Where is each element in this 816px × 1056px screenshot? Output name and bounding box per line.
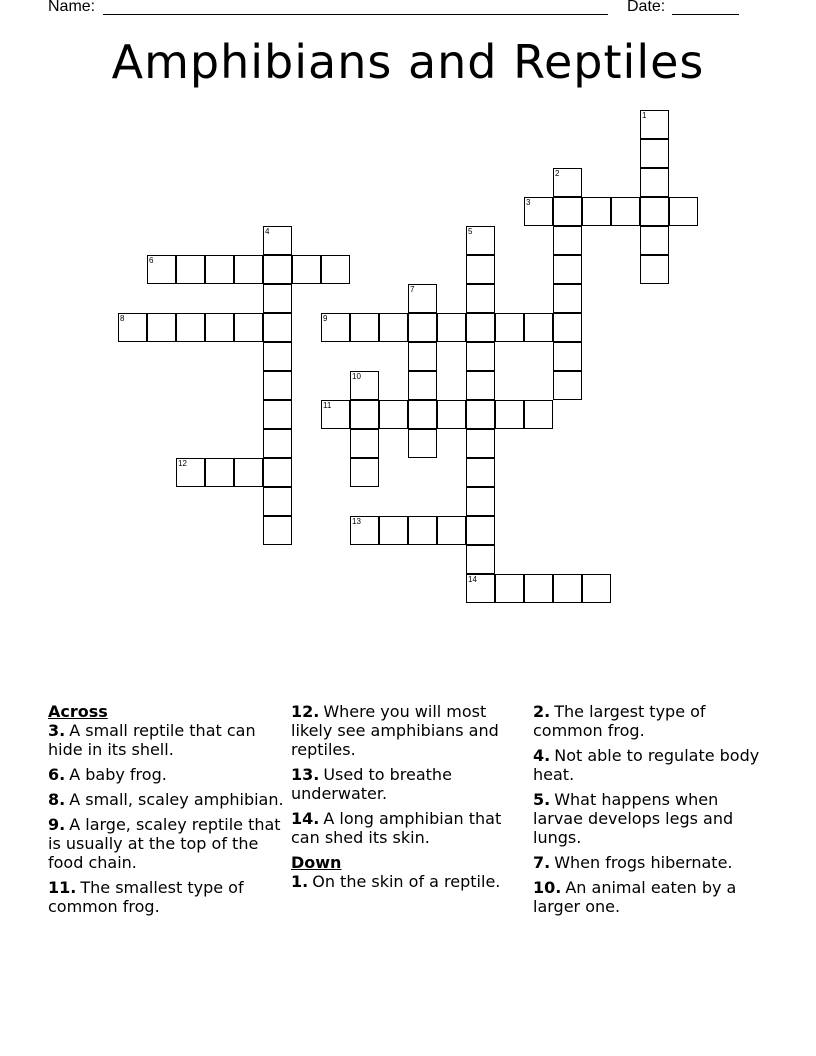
cell-clue-number: 12 bbox=[178, 459, 187, 468]
clue-number: 4. bbox=[533, 746, 551, 765]
clue-text: A large, scaley reptile that is usually at the top of the food chain. bbox=[48, 815, 281, 872]
clue-text: The largest type of common frog. bbox=[533, 702, 706, 740]
clue-across-13 bbox=[291, 765, 527, 803]
crossword-cell[interactable] bbox=[553, 574, 582, 603]
crossword-cell[interactable] bbox=[466, 487, 495, 516]
crossword-cell[interactable] bbox=[292, 255, 321, 284]
clue-column-1 bbox=[48, 702, 284, 922]
clue-down-5 bbox=[533, 790, 773, 847]
crossword-cell[interactable] bbox=[263, 371, 292, 400]
crossword-cell[interactable] bbox=[379, 313, 408, 342]
crossword-cell[interactable] bbox=[553, 371, 582, 400]
clue-number: 8. bbox=[48, 790, 66, 809]
clue-across-11 bbox=[48, 878, 284, 916]
clue-number: 1. bbox=[291, 872, 309, 891]
cell-clue-number: 11 bbox=[323, 401, 332, 410]
crossword-cell[interactable] bbox=[321, 255, 350, 284]
crossword-cell[interactable] bbox=[350, 400, 379, 429]
across-heading: Across bbox=[48, 702, 108, 721]
crossword-cell[interactable] bbox=[379, 400, 408, 429]
crossword-cell[interactable] bbox=[263, 487, 292, 516]
cell-clue-number: 10 bbox=[352, 372, 361, 381]
crossword-cell[interactable] bbox=[263, 255, 292, 284]
crossword-cell[interactable] bbox=[350, 516, 379, 545]
crossword-cell[interactable] bbox=[321, 313, 350, 342]
crossword-cell[interactable] bbox=[408, 516, 437, 545]
crossword-cell[interactable] bbox=[495, 313, 524, 342]
crossword-cell[interactable] bbox=[640, 255, 669, 284]
clue-across-3 bbox=[48, 721, 284, 759]
clue-number: 3. bbox=[48, 721, 66, 740]
crossword-cell[interactable] bbox=[263, 400, 292, 429]
crossword-cell[interactable] bbox=[234, 313, 263, 342]
crossword-cell[interactable] bbox=[263, 226, 292, 255]
clue-number: 7. bbox=[533, 853, 551, 872]
crossword-cell[interactable] bbox=[466, 400, 495, 429]
crossword-cell[interactable] bbox=[350, 371, 379, 400]
crossword-cell[interactable] bbox=[640, 197, 669, 226]
date-blank-line[interactable] bbox=[672, 14, 739, 15]
clue-text: Not able to regulate body heat. bbox=[533, 746, 760, 784]
clue-down-2 bbox=[533, 702, 773, 740]
cell-clue-number: 14 bbox=[468, 575, 477, 584]
crossword-cell[interactable] bbox=[553, 313, 582, 342]
crossword-cell[interactable] bbox=[321, 400, 350, 429]
crossword-cell[interactable] bbox=[495, 400, 524, 429]
clue-text: Used to breathe underwater. bbox=[291, 765, 452, 803]
crossword-cell[interactable] bbox=[524, 197, 553, 226]
crossword-cell[interactable] bbox=[263, 429, 292, 458]
cell-clue-number: 3 bbox=[526, 198, 531, 207]
crossword-cell[interactable] bbox=[669, 197, 698, 226]
crossword-cell[interactable] bbox=[147, 313, 176, 342]
crossword-cell[interactable] bbox=[176, 313, 205, 342]
crossword-cell[interactable] bbox=[466, 516, 495, 545]
crossword-cell[interactable] bbox=[263, 458, 292, 487]
crossword-cell[interactable] bbox=[553, 197, 582, 226]
clue-text: A small reptile that can hide in its shell. bbox=[48, 721, 256, 759]
crossword-cell[interactable] bbox=[553, 255, 582, 284]
crossword-cell[interactable] bbox=[263, 284, 292, 313]
date-label: Date: bbox=[627, 0, 666, 15]
crossword-cell[interactable] bbox=[205, 458, 234, 487]
cell-clue-number: 6 bbox=[149, 256, 154, 265]
clue-down-4 bbox=[533, 746, 773, 784]
cell-clue-number: 8 bbox=[120, 314, 125, 323]
page-title: Amphibians and Reptiles bbox=[111, 35, 705, 89]
crossword-cell[interactable] bbox=[437, 516, 466, 545]
clue-text: A long amphibian that can shed its skin. bbox=[291, 809, 502, 847]
crossword-cell[interactable] bbox=[553, 284, 582, 313]
crossword-cell[interactable] bbox=[408, 371, 437, 400]
crossword-cell[interactable] bbox=[524, 574, 553, 603]
name-label: Name: bbox=[48, 0, 96, 15]
cell-clue-number: 5 bbox=[468, 227, 473, 236]
crossword-cell[interactable] bbox=[350, 313, 379, 342]
clue-text: A small, scaley amphibian. bbox=[69, 790, 284, 809]
cell-clue-number: 1 bbox=[642, 111, 647, 120]
crossword-cell[interactable] bbox=[466, 284, 495, 313]
crossword-cell[interactable] bbox=[640, 139, 669, 168]
crossword-cell[interactable] bbox=[466, 574, 495, 603]
crossword-cell[interactable] bbox=[466, 313, 495, 342]
clue-down-7 bbox=[533, 853, 773, 872]
crossword-cell[interactable] bbox=[263, 342, 292, 371]
clue-number: 12. bbox=[291, 702, 320, 721]
crossword-cell[interactable] bbox=[524, 313, 553, 342]
cell-clue-number: 7 bbox=[410, 285, 415, 294]
clue-text: What happens when larvae develops legs and lungs. bbox=[533, 790, 734, 847]
crossword-cell[interactable] bbox=[466, 371, 495, 400]
clue-down-10 bbox=[533, 878, 773, 916]
clue-down-1 bbox=[291, 872, 527, 891]
crossword-cell[interactable] bbox=[205, 313, 234, 342]
crossword-cell[interactable] bbox=[553, 226, 582, 255]
crossword-cell[interactable] bbox=[205, 255, 234, 284]
clue-number: 6. bbox=[48, 765, 66, 784]
clue-column-3 bbox=[533, 702, 773, 922]
crossword-cell[interactable] bbox=[176, 255, 205, 284]
crossword-cell[interactable] bbox=[524, 400, 553, 429]
cell-clue-number: 2 bbox=[555, 169, 560, 178]
clue-text: On the skin of a reptile. bbox=[312, 872, 501, 891]
crossword-cell[interactable] bbox=[437, 313, 466, 342]
crossword-cell[interactable] bbox=[234, 255, 263, 284]
clue-number: 2. bbox=[533, 702, 551, 721]
clue-text: The smallest type of common frog. bbox=[48, 878, 244, 916]
clue-column-2 bbox=[291, 702, 527, 897]
crossword-cell[interactable] bbox=[234, 458, 263, 487]
down-heading: Down bbox=[291, 853, 342, 872]
crossword-cell[interactable] bbox=[640, 168, 669, 197]
crossword-cell[interactable] bbox=[466, 226, 495, 255]
cell-clue-number: 9 bbox=[323, 314, 328, 323]
clue-text: Where you will most likely see amphibians and reptiles. bbox=[291, 702, 499, 759]
cell-clue-number: 4 bbox=[265, 227, 270, 236]
crossword-cell[interactable] bbox=[640, 110, 669, 139]
clue-text: A baby frog. bbox=[69, 765, 167, 784]
crossword-cell[interactable] bbox=[408, 400, 437, 429]
crossword-cell[interactable] bbox=[495, 574, 524, 603]
clue-text: An animal eaten by a larger one. bbox=[533, 878, 737, 916]
crossword-cell[interactable] bbox=[118, 313, 147, 342]
clue-number: 13. bbox=[291, 765, 320, 784]
clue-number: 5. bbox=[533, 790, 551, 809]
crossword-cell[interactable] bbox=[408, 342, 437, 371]
crossword-cell[interactable] bbox=[350, 429, 379, 458]
name-blank-line[interactable] bbox=[103, 14, 608, 15]
crossword-cell[interactable] bbox=[553, 342, 582, 371]
crossword-cell[interactable] bbox=[553, 168, 582, 197]
crossword-cell[interactable] bbox=[466, 545, 495, 574]
crossword-cell[interactable] bbox=[408, 284, 437, 313]
crossword-cell[interactable] bbox=[640, 226, 669, 255]
clue-across-14 bbox=[291, 809, 527, 847]
clue-across-6 bbox=[48, 765, 284, 784]
crossword-cell[interactable] bbox=[466, 342, 495, 371]
crossword-cell[interactable] bbox=[350, 458, 379, 487]
crossword-cell[interactable] bbox=[582, 197, 611, 226]
crossword-cell[interactable] bbox=[263, 313, 292, 342]
crossword-cell[interactable] bbox=[379, 516, 408, 545]
clue-number: 14. bbox=[291, 809, 320, 828]
crossword-cell[interactable] bbox=[466, 429, 495, 458]
clue-across-8 bbox=[48, 790, 284, 809]
crossword-cell[interactable] bbox=[611, 197, 640, 226]
clue-across-9 bbox=[48, 815, 284, 872]
cell-clue-number: 13 bbox=[352, 517, 361, 526]
crossword-cell[interactable] bbox=[437, 400, 466, 429]
clue-number: 9. bbox=[48, 815, 66, 834]
crossword-cell[interactable] bbox=[582, 574, 611, 603]
crossword-cell[interactable] bbox=[147, 255, 176, 284]
clue-number: 10. bbox=[533, 878, 562, 897]
crossword-cell[interactable] bbox=[263, 516, 292, 545]
crossword-cell[interactable] bbox=[466, 255, 495, 284]
crossword-cell[interactable] bbox=[408, 429, 437, 458]
crossword-cell[interactable] bbox=[176, 458, 205, 487]
clue-text: When frogs hibernate. bbox=[554, 853, 733, 872]
clue-across-12 bbox=[291, 702, 527, 759]
crossword-cell[interactable] bbox=[408, 313, 437, 342]
crossword-cell[interactable] bbox=[466, 458, 495, 487]
clue-number: 11. bbox=[48, 878, 77, 897]
